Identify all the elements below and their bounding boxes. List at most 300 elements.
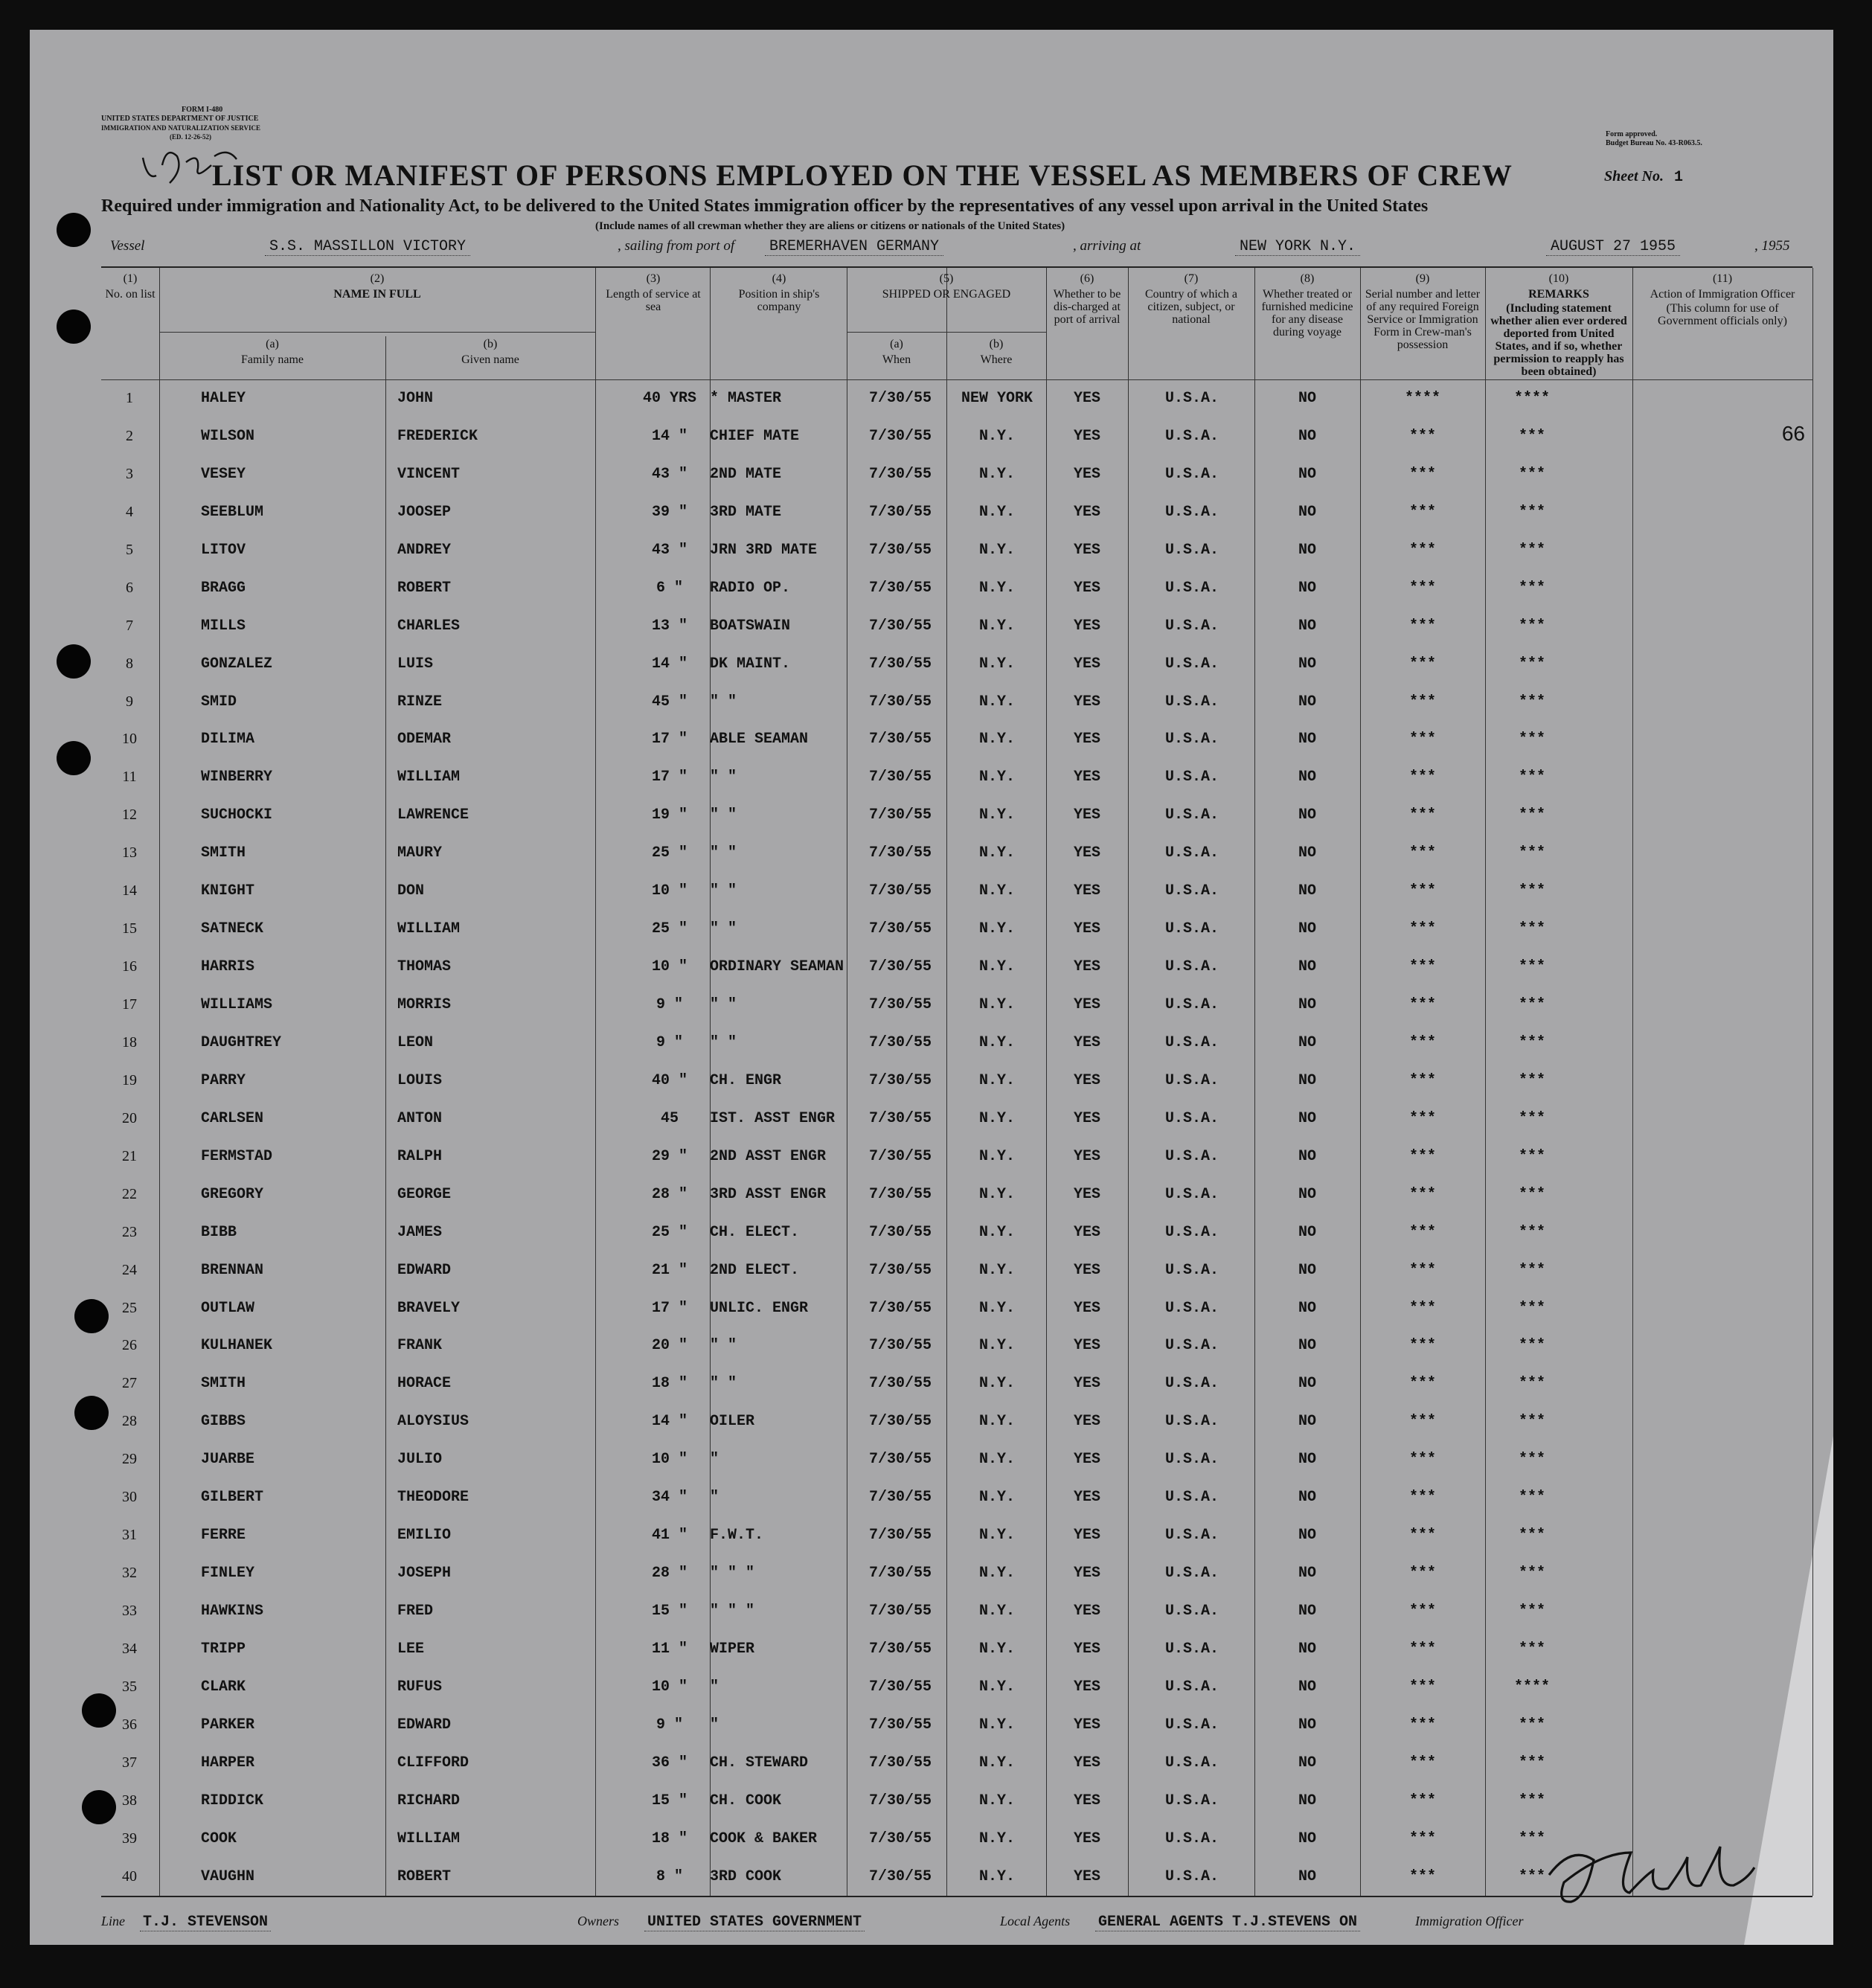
serial-number-cell: *** [1408, 427, 1436, 445]
position-cell: 2ND MATE [710, 465, 782, 483]
immigration-officer-signature [1542, 1830, 1765, 1912]
country-cell: U.S.A. [1164, 1830, 1219, 1847]
row-number-cell: 6 [126, 579, 133, 596]
country-cell: U.S.A. [1164, 1603, 1219, 1620]
discharged-cell: YES [1073, 807, 1100, 824]
position-cell: " " [710, 996, 737, 1013]
given-name-cell: CLIFFORD [397, 1754, 469, 1771]
country-cell: U.S.A. [1164, 1565, 1219, 1583]
position-cell: UNLIC. ENGR [710, 1299, 809, 1317]
position-cell: " " " [710, 1565, 755, 1583]
length-of-service-cell: 40 " [651, 1071, 687, 1089]
shipped-where-cell: N.Y. [978, 655, 1015, 673]
position-cell: JRN 3RD MATE [710, 541, 818, 559]
country-cell: U.S.A. [1164, 882, 1219, 900]
remarks-cell: *** [1518, 807, 1545, 824]
position-cell: CH. ELECT. [710, 1223, 800, 1241]
length-of-service-cell: 43 " [651, 465, 687, 483]
remarks-cell: *** [1518, 996, 1545, 1013]
discharged-cell: YES [1073, 920, 1100, 938]
table-row [101, 1782, 1812, 1820]
given-name-cell: JAMES [397, 1223, 443, 1241]
discharged-cell: YES [1073, 579, 1100, 597]
table-row [101, 1402, 1812, 1440]
shipped-where-cell: N.Y. [978, 617, 1015, 635]
discharged-cell: YES [1073, 1754, 1100, 1771]
shipped-when-cell: 7/30/55 [868, 579, 932, 597]
position-cell: 3RD ASST ENGR [710, 1185, 827, 1203]
row-number-cell: 35 [122, 1678, 137, 1695]
row-number-cell: 3 [126, 465, 133, 482]
country-cell: U.S.A. [1164, 1527, 1219, 1545]
table-row [101, 720, 1812, 758]
position-cell: COOK & BAKER [710, 1830, 818, 1847]
discharged-cell: YES [1073, 1678, 1100, 1696]
remarks-cell: *** [1518, 769, 1545, 786]
row-number-cell: 11 [122, 769, 137, 786]
length-of-service-cell: 45 [660, 1109, 679, 1127]
given-name-cell: RUFUS [397, 1678, 443, 1696]
discharged-cell: YES [1073, 1792, 1100, 1809]
table-row [101, 1440, 1812, 1478]
country-cell: U.S.A. [1164, 1413, 1219, 1431]
table-row [101, 758, 1812, 796]
family-name-cell: JUARBE [201, 1451, 255, 1469]
table-row [101, 910, 1812, 948]
shipped-when-cell: 7/30/55 [868, 693, 932, 711]
discharged-cell: YES [1073, 1109, 1100, 1127]
family-name-cell: BRENNAN [201, 1261, 264, 1279]
position-cell: ABLE SEAMAN [710, 731, 809, 748]
shipped-where-cell: N.Y. [978, 503, 1015, 521]
discharged-cell: YES [1073, 541, 1100, 559]
row-number-cell: 38 [122, 1792, 137, 1809]
discharged-cell: YES [1073, 1565, 1100, 1583]
shipped-where-cell: N.Y. [978, 1033, 1015, 1051]
length-of-service-cell: 29 " [651, 1147, 687, 1165]
medicine-cell: NO [1298, 1603, 1316, 1620]
given-name-cell: JOOSEP [397, 503, 452, 521]
serial-number-cell: *** [1408, 1603, 1436, 1620]
table-row [101, 1024, 1812, 1062]
table-row [101, 379, 1812, 417]
country-cell: U.S.A. [1164, 1109, 1219, 1127]
medicine-cell: NO [1298, 1299, 1316, 1317]
vessel-label: Vessel [110, 238, 145, 254]
punch-hole [57, 741, 91, 775]
position-cell: " " [710, 1033, 737, 1051]
family-name-cell: BIBB [201, 1223, 237, 1241]
table-row [101, 417, 1812, 455]
given-name-cell: FREDERICK [397, 427, 478, 445]
family-name-cell: GONZALEZ [201, 655, 273, 673]
serial-number-cell: *** [1408, 1033, 1436, 1051]
remarks-cell: *** [1518, 503, 1545, 521]
table-row [101, 948, 1812, 986]
serial-number-cell: *** [1408, 1489, 1436, 1507]
remarks-cell: *** [1518, 1527, 1545, 1545]
row-number-cell: 7 [126, 617, 133, 634]
col-action-header: (11) Action of Immigration Officer (This column for use of Government officials only) [1637, 272, 1808, 327]
shipped-where-cell: N.Y. [978, 1603, 1015, 1620]
remarks-cell: *** [1518, 1451, 1545, 1469]
serial-number-cell: *** [1408, 1375, 1436, 1393]
length-of-service-cell: 14 " [651, 655, 687, 673]
row-number-cell: 30 [122, 1489, 137, 1506]
sailing-label: , sailing from port of [618, 238, 735, 254]
shipped-where-cell: NEW YORK [961, 390, 1033, 407]
row-number-cell: 34 [122, 1640, 137, 1657]
row-number-cell: 31 [122, 1527, 137, 1544]
country-cell: U.S.A. [1164, 1223, 1219, 1241]
remarks-cell: *** [1518, 465, 1545, 483]
remarks-cell: *** [1518, 1071, 1545, 1089]
shipped-when-cell: 7/30/55 [868, 1867, 932, 1885]
length-of-service-cell: 36 " [651, 1754, 687, 1771]
serial-number-cell: *** [1408, 693, 1436, 711]
discharged-cell: YES [1073, 1640, 1100, 1658]
family-name-cell: FERMSTAD [201, 1147, 273, 1165]
position-cell: CHIEF MATE [710, 427, 800, 445]
table-row [101, 569, 1812, 607]
length-of-service-cell: 11 " [651, 1640, 687, 1658]
shipped-where-cell: N.Y. [978, 1754, 1015, 1771]
table-row [101, 1176, 1812, 1213]
family-name-cell: DAUGHTREY [201, 1033, 282, 1051]
shipped-where-cell: N.Y. [978, 1375, 1015, 1393]
medicine-cell: NO [1298, 1678, 1316, 1696]
punch-hole [57, 310, 91, 344]
discharged-cell: YES [1073, 1527, 1100, 1545]
medicine-cell: NO [1298, 1375, 1316, 1393]
given-name-cell: ROBERT [397, 579, 452, 597]
medicine-cell: NO [1298, 655, 1316, 673]
country-cell: U.S.A. [1164, 996, 1219, 1013]
row-number-cell: 18 [122, 1033, 137, 1051]
serial-number-cell: *** [1408, 1185, 1436, 1203]
position-cell: " " [710, 769, 737, 786]
family-name-cell: DILIMA [201, 731, 255, 748]
family-name-cell: HALEY [201, 390, 246, 407]
manifest-title: LIST OR MANIFEST OF PERSONS EMPLOYED ON THE VESSEL AS MEMBERS OF CREW [212, 158, 1513, 192]
length-of-service-cell: 21 " [651, 1261, 687, 1279]
shipped-when-cell: 7/30/55 [868, 1830, 932, 1847]
shipped-when-cell: 7/30/55 [868, 1299, 932, 1317]
family-name-cell: CLARK [201, 1678, 246, 1696]
country-cell: U.S.A. [1164, 769, 1219, 786]
shipped-when-cell: 7/30/55 [868, 1261, 932, 1279]
length-of-service-cell: 40 YRS [642, 390, 696, 407]
medicine-cell: NO [1298, 390, 1316, 407]
length-of-service-cell: 13 " [651, 617, 687, 635]
arriving-label: , arriving at [1073, 238, 1141, 254]
position-cell: BOATSWAIN [710, 617, 791, 635]
position-cell: " [710, 1716, 719, 1734]
remarks-cell: *** [1518, 1413, 1545, 1431]
shipped-where-cell: N.Y. [978, 1261, 1015, 1279]
medicine-cell: NO [1298, 1830, 1316, 1847]
sheet-number [1604, 168, 1683, 186]
remarks-cell: *** [1518, 1867, 1545, 1885]
medicine-cell: NO [1298, 996, 1316, 1013]
position-cell: CH. STEWARD [710, 1754, 809, 1771]
owners-name: UNITED STATES GOVERNMENT [644, 1914, 865, 1931]
position-cell: " " [710, 693, 737, 711]
row-number-cell: 32 [122, 1565, 137, 1582]
remarks-cell: *** [1518, 427, 1545, 445]
medicine-cell: NO [1298, 1413, 1316, 1431]
col-length-header: (3) Length of service at sea [606, 272, 701, 313]
crew-inclusion-note: (Include names of all crewman whether they are aliens or citizens or nationals of the United States) [595, 220, 1065, 232]
row-number-cell: 4 [126, 503, 133, 520]
shipped-where-cell: N.Y. [978, 731, 1015, 748]
row-number-cell: 2 [126, 427, 133, 444]
remarks-cell: *** [1518, 1716, 1545, 1734]
family-name-cell: BRAGG [201, 579, 246, 597]
shipped-where-cell: N.Y. [978, 465, 1015, 483]
remarks-cell: *** [1518, 1185, 1545, 1203]
shipped-where-cell: N.Y. [978, 920, 1015, 938]
medicine-cell: NO [1298, 1565, 1316, 1583]
remarks-cell: *** [1518, 1337, 1545, 1355]
position-cell: " " [710, 1337, 737, 1355]
shipped-when-cell: 7/30/55 [868, 1337, 932, 1355]
shipped-when-cell: 7/30/55 [868, 617, 932, 635]
medicine-cell: NO [1298, 1489, 1316, 1507]
given-name-cell: FRANK [397, 1337, 443, 1355]
shipped-where-cell: N.Y. [978, 882, 1015, 900]
shipped-where-cell: N.Y. [978, 958, 1015, 976]
serial-number-cell: *** [1408, 731, 1436, 748]
serial-number-cell: *** [1408, 1678, 1436, 1696]
serial-number-cell: *** [1408, 920, 1436, 938]
form-number: FORM I-480 [182, 106, 223, 114]
country-cell: U.S.A. [1164, 541, 1219, 559]
row-number-cell: 27 [122, 1375, 137, 1392]
shipped-where-cell: N.Y. [978, 1071, 1015, 1089]
discharged-cell: YES [1073, 882, 1100, 900]
country-cell: U.S.A. [1164, 1489, 1219, 1507]
family-name-cell: GIBBS [201, 1413, 246, 1431]
length-of-service-cell: 17 " [651, 769, 687, 786]
remarks-cell: *** [1518, 1489, 1545, 1507]
discharged-cell: YES [1073, 1299, 1100, 1317]
serial-number-cell: *** [1408, 541, 1436, 559]
position-cell: 3RD MATE [710, 503, 782, 521]
medicine-cell: NO [1298, 1527, 1316, 1545]
given-name-cell: DON [397, 882, 425, 900]
family-name-cell: WINBERRY [201, 769, 273, 786]
shipped-where-cell: N.Y. [978, 1489, 1015, 1507]
table-row [101, 1706, 1812, 1744]
discharged-cell: YES [1073, 1867, 1100, 1885]
row-number-cell: 19 [122, 1071, 137, 1088]
remarks-cell: *** [1518, 1603, 1545, 1620]
row-number-cell: 23 [122, 1223, 137, 1240]
shipped-where-cell: N.Y. [978, 1565, 1015, 1583]
shipped-where-cell: N.Y. [978, 1109, 1015, 1127]
country-cell: U.S.A. [1164, 693, 1219, 711]
table-row [101, 607, 1812, 645]
country-cell: U.S.A. [1164, 958, 1219, 976]
shipped-where-cell: N.Y. [978, 1413, 1015, 1431]
position-cell: CH. COOK [710, 1792, 782, 1809]
shipped-where-cell: N.Y. [978, 1185, 1015, 1203]
table-row [101, 1327, 1812, 1365]
shipped-where-cell: N.Y. [978, 1299, 1015, 1317]
row-number-cell: 36 [122, 1716, 137, 1733]
position-cell: " [710, 1489, 719, 1507]
col-number-header: (1) No. on list [105, 272, 156, 301]
length-of-service-cell: 10 " [651, 1678, 687, 1696]
row-number-cell: 10 [122, 731, 137, 748]
length-of-service-cell: 20 " [651, 1337, 687, 1355]
table-row [101, 455, 1812, 493]
serial-number-cell: *** [1408, 807, 1436, 824]
shipped-when-cell: 7/30/55 [868, 655, 932, 673]
approval-text: Form approved. [1606, 130, 1658, 138]
family-name-cell: LITOV [201, 541, 246, 559]
table-row [101, 1516, 1812, 1554]
table-row [101, 1213, 1812, 1251]
length-of-service-cell: 39 " [651, 503, 687, 521]
shipped-when-cell: 7/30/55 [868, 465, 932, 483]
country-cell: U.S.A. [1164, 1033, 1219, 1051]
col-position-header: (4) Position in ship's company [738, 272, 820, 313]
serial-number-cell: *** [1408, 1109, 1436, 1127]
country-cell: U.S.A. [1164, 1640, 1219, 1658]
medicine-cell: NO [1298, 503, 1316, 521]
given-name-cell: THEODORE [397, 1489, 469, 1507]
family-name-cell: CARLSEN [201, 1109, 264, 1127]
row-number-cell: 28 [122, 1413, 137, 1430]
country-cell: U.S.A. [1164, 1185, 1219, 1203]
medicine-cell: NO [1298, 1261, 1316, 1279]
family-name-cell: OUTLAW [201, 1299, 255, 1317]
shipped-when-cell: 7/30/55 [868, 807, 932, 824]
length-of-service-cell: 19 " [651, 807, 687, 824]
row-number-cell: 37 [122, 1754, 137, 1771]
given-name-cell: CHARLES [397, 617, 461, 635]
remarks-cell: *** [1518, 958, 1545, 976]
country-cell: U.S.A. [1164, 1451, 1219, 1469]
discharged-cell: YES [1073, 1337, 1100, 1355]
country-cell: U.S.A. [1164, 920, 1219, 938]
given-name-cell: BRAVELY [397, 1299, 461, 1317]
shipped-when-cell: 7/30/55 [868, 996, 932, 1013]
country-cell: U.S.A. [1164, 1261, 1219, 1279]
department-name: UNITED STATES DEPARTMENT OF JUSTICE [101, 115, 259, 123]
length-of-service-cell: 10 " [651, 958, 687, 976]
serial-number-cell: *** [1408, 996, 1436, 1013]
given-name-cell: THOMAS [397, 958, 452, 976]
service-name: IMMIGRATION AND NATURALIZATION SERVICE [101, 124, 260, 132]
budget-bureau-number: Budget Bureau No. 43-R063.5. [1606, 139, 1702, 147]
country-cell: U.S.A. [1164, 1716, 1219, 1734]
remarks-cell: *** [1518, 1223, 1545, 1241]
shipped-where-cell: N.Y. [978, 1792, 1015, 1809]
col-family-name-header: (a) Family name [241, 338, 304, 366]
table-row [101, 645, 1812, 683]
remarks-cell: *** [1518, 617, 1545, 635]
row-number-cell: 39 [122, 1830, 137, 1847]
serial-number-cell: *** [1408, 1565, 1436, 1583]
discharged-cell: YES [1073, 1185, 1100, 1203]
shipped-when-cell: 7/30/55 [868, 1527, 932, 1545]
table-row [101, 1365, 1812, 1402]
shipped-where-cell: N.Y. [978, 807, 1015, 824]
row-number-cell: 21 [122, 1147, 137, 1164]
length-of-service-cell: 15 " [651, 1792, 687, 1809]
row-number-cell: 1 [126, 390, 133, 406]
country-cell: U.S.A. [1164, 390, 1219, 407]
manifest-subtitle: Required under immigration and Nationality Act, to be delivered to the United States immigration officer by the representatives of any vessel upon arrival in the United States [101, 196, 1429, 216]
serial-number-cell: *** [1408, 1754, 1436, 1771]
serial-number-cell: *** [1408, 1716, 1436, 1734]
serial-number-cell: *** [1408, 617, 1436, 635]
line-label: Line [101, 1914, 126, 1928]
country-cell: U.S.A. [1164, 731, 1219, 748]
length-of-service-cell: 28 " [651, 1565, 687, 1583]
arrival-port: NEW YORK N.Y. [1235, 238, 1360, 256]
medicine-cell: NO [1298, 1223, 1316, 1241]
medicine-cell: NO [1298, 1337, 1316, 1355]
table-row [101, 531, 1812, 569]
serial-number-cell: *** [1408, 1071, 1436, 1089]
year-label: , 1955 [1754, 238, 1790, 254]
medicine-cell: NO [1298, 427, 1316, 445]
shipped-when-cell: 7/30/55 [868, 1147, 932, 1165]
shipped-where-cell: N.Y. [978, 693, 1015, 711]
shipped-where-cell: N.Y. [978, 427, 1015, 445]
voyage-details [110, 235, 1807, 259]
shipped-when-cell: 7/30/55 [868, 1489, 932, 1507]
remarks-cell: *** [1518, 731, 1545, 748]
budget-approval [1606, 130, 1702, 148]
punch-hole [57, 644, 91, 679]
shipped-when-cell: 7/30/55 [868, 1375, 932, 1393]
remarks-cell: *** [1518, 1792, 1545, 1809]
length-of-service-cell: 9 " [655, 1716, 683, 1734]
serial-number-cell: *** [1408, 1413, 1436, 1431]
table-row [101, 1668, 1812, 1706]
table-row [101, 683, 1812, 721]
shipped-when-cell: 7/30/55 [868, 503, 932, 521]
remarks-cell: **** [1513, 390, 1550, 407]
action-note: (This column for use of Government officials only) [1658, 302, 1787, 327]
remarks-cell: *** [1518, 920, 1545, 938]
family-name-cell: SMITH [201, 844, 246, 862]
serial-number-cell: *** [1408, 1830, 1436, 1847]
remarks-cell: *** [1518, 1261, 1545, 1279]
length-of-service-cell: 41 " [651, 1527, 687, 1545]
medicine-cell: NO [1298, 617, 1316, 635]
medicine-cell: NO [1298, 807, 1316, 824]
family-name-cell: FINLEY [201, 1565, 255, 1583]
family-name-cell: GREGORY [201, 1185, 264, 1203]
shipped-where-cell: N.Y. [978, 579, 1015, 597]
serial-number-cell: *** [1408, 1337, 1436, 1355]
table-row [101, 1744, 1812, 1782]
sheet-number-label: Sheet No. [1604, 168, 1664, 185]
table-row [101, 1062, 1812, 1100]
table-row [101, 1554, 1812, 1592]
given-name-cell: LEE [397, 1640, 425, 1658]
remarks-cell: *** [1518, 1375, 1545, 1393]
position-cell: 3RD COOK [710, 1867, 782, 1885]
punch-hole [57, 213, 91, 247]
shipped-where-cell: N.Y. [978, 1640, 1015, 1658]
